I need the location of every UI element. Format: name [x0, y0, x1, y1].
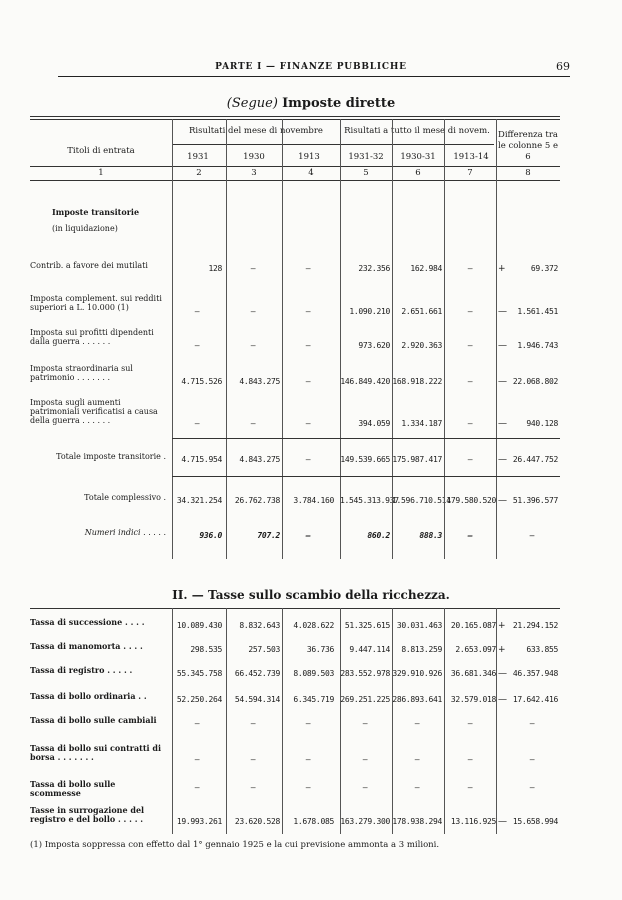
column-number: 3	[251, 168, 257, 178]
difference-value: 940.128	[526, 419, 558, 428]
value-cell: —	[414, 783, 420, 792]
difference-sign: —	[498, 669, 507, 679]
column-number: 2	[196, 168, 202, 178]
value-cell: 168.918.222	[392, 377, 442, 386]
table-rule	[172, 144, 494, 145]
value-cell: 146.849.420	[340, 377, 390, 386]
value-cell: —	[194, 341, 200, 350]
column-divider	[496, 119, 497, 559]
difference-value: 22.068.802	[512, 377, 558, 386]
table-row	[30, 493, 560, 505]
difference-sign: +	[498, 264, 506, 274]
column-number: 7	[467, 168, 473, 178]
value-cell: 2.651.661	[401, 307, 442, 316]
row-label: Tassa di successione . . . .	[30, 617, 145, 627]
subtotal-rule	[172, 438, 560, 439]
row-label: Totale imposte transitorie .	[56, 452, 166, 461]
table-row	[30, 666, 560, 678]
row-label: Tassa di bollo ordinaria . .	[30, 691, 147, 701]
value-cell: —	[305, 419, 311, 428]
value-cell: —	[250, 307, 256, 316]
table-row	[30, 779, 560, 798]
value-cell: 298.535	[190, 645, 222, 654]
table-rule	[30, 180, 560, 181]
value-cell: 54.594.314	[234, 695, 280, 704]
value-cell: 4.028.622	[293, 621, 334, 630]
row-label: Imposta straordinaria sul patrimonio . . . . . . .	[30, 364, 133, 382]
value-cell: 52.250.264	[176, 695, 222, 704]
value-cell: 9.447.114	[349, 645, 390, 654]
value-cell: 26.762.738	[234, 496, 280, 505]
value-cell: 55.345.758	[176, 669, 222, 678]
column-divider	[444, 608, 445, 834]
year-header: 1913	[298, 152, 320, 162]
table-row	[30, 261, 560, 273]
difference-value: 1.946.743	[517, 341, 558, 350]
row-label: Tassa di bollo sui contratti di borsa . . . . . . .	[30, 743, 162, 762]
col-header-entry: Titoli di entrata	[67, 146, 135, 156]
value-cell: —	[305, 264, 311, 273]
value-cell: —	[194, 719, 200, 728]
footnote: (1) Imposta soppressa con effetto dal 1° gennaio 1925 e la cui previsione ammonta a 3 milioni.	[30, 840, 440, 850]
year-header: 1930	[243, 152, 265, 162]
group-subheading-label: (in liquidazione)	[52, 224, 118, 233]
value-cell: —	[467, 264, 473, 273]
difference-value: 21.294.152	[512, 621, 558, 630]
value-cell: 175.987.417	[392, 455, 442, 464]
value-cell: 19.993.261	[176, 817, 222, 826]
row-label: Tassa di registro . . . . .	[30, 665, 133, 675]
value-cell: 51.325.615	[344, 621, 390, 630]
column-divider	[226, 608, 227, 834]
column-divider	[444, 119, 445, 559]
value-cell: 1.545.313.937	[340, 496, 399, 505]
value-cell: 860.2	[367, 531, 390, 540]
col-header-cumulative: Risultati a tutto il mese di novem.	[344, 126, 490, 136]
table-rule	[30, 116, 560, 117]
value-cell: 1.334.187	[401, 419, 442, 428]
row-label: Imposta complement. sui redditi superiori a L. 10.000 (1)	[30, 294, 162, 312]
value-cell: 2.920.363	[401, 341, 442, 350]
value-cell: —	[250, 755, 256, 764]
table-row	[30, 398, 560, 428]
value-cell: —	[194, 419, 200, 428]
table-row	[30, 716, 560, 728]
column-number: 8	[525, 168, 531, 178]
column-divider	[226, 119, 227, 559]
difference-sign: —	[498, 341, 507, 351]
value-cell: —	[305, 719, 311, 728]
value-cell: 8.813.259	[401, 645, 442, 654]
difference-value: 69.372	[530, 264, 558, 273]
table-row	[30, 364, 560, 386]
value-cell: —	[467, 783, 473, 792]
value-cell: —	[305, 755, 311, 764]
value-cell: 2.653.097	[455, 645, 496, 654]
value-cell: 1.090.210	[349, 307, 390, 316]
value-cell: 1.596.710.514	[392, 496, 451, 505]
col-header-difference: Differenza tra le colonne 5 e 6	[498, 130, 558, 162]
value-cell: 30.031.463	[396, 621, 442, 630]
value-cell: 888.3	[419, 531, 442, 540]
value-cell: 8.089.503	[293, 669, 334, 678]
column-number: 4	[308, 168, 314, 178]
row-label: Tasse in surrogazione del registro e del bollo . . . . .	[30, 805, 145, 824]
difference-value: 633.855	[526, 645, 558, 654]
value-cell: 36.736	[306, 645, 334, 654]
table-row	[30, 642, 560, 654]
difference-sign: —	[498, 307, 507, 317]
table-row	[30, 618, 560, 630]
value-cell: 232.356	[358, 264, 390, 273]
row-label: Tassa di bollo sulle cambiali	[30, 715, 157, 725]
value-cell: 936.0	[199, 531, 222, 540]
value-cell: —	[414, 755, 420, 764]
value-cell: —	[194, 755, 200, 764]
value-cell: 3.784.160	[293, 496, 334, 505]
value-cell: —	[305, 783, 311, 792]
column-number: 5	[363, 168, 369, 178]
col-header-monthly: Risultati del mese di novembre	[189, 126, 323, 136]
difference-value: —	[529, 755, 535, 764]
row-label: Imposta sui profitti dipendenti dalla guerra . . . . . .	[30, 328, 154, 346]
row-label: Tassa di manomorta . . . .	[30, 641, 143, 651]
value-cell: 179.580.520	[446, 496, 496, 505]
difference-sign: +	[498, 645, 506, 655]
value-cell: —	[305, 377, 311, 386]
value-cell: 178.938.294	[392, 817, 442, 826]
value-cell: —	[250, 419, 256, 428]
value-cell: 32.579.018	[450, 695, 496, 704]
value-cell: 149.539.665	[340, 455, 390, 464]
value-cell: 34.321.254	[176, 496, 222, 505]
value-cell: 394.059	[358, 419, 390, 428]
value-cell: 20.165.087	[450, 621, 496, 630]
value-cell: 128	[208, 264, 222, 273]
difference-sign: —	[498, 455, 507, 465]
difference-sign: —	[498, 817, 507, 827]
value-cell: 286.893.641	[392, 695, 442, 704]
value-cell: —	[194, 307, 200, 316]
value-cell: —	[194, 783, 200, 792]
value-cell: —	[305, 341, 311, 350]
page-title	[0, 96, 622, 111]
subtotal-rule	[172, 476, 560, 477]
value-cell: 4.715.954	[181, 455, 222, 464]
row-label: Contrib. a favore dei mutilati	[30, 261, 148, 270]
difference-value: 46.357.948	[512, 669, 558, 678]
column-divider	[340, 119, 341, 559]
value-cell: 36.681.346	[450, 669, 496, 678]
value-cell: 66.452.739	[234, 669, 280, 678]
section-heading: PARTE I — FINANZE PUBBLICHE	[215, 62, 407, 72]
value-cell: —	[467, 419, 473, 428]
difference-value: 1.561.451	[517, 307, 558, 316]
year-header: 1913-14	[453, 152, 489, 162]
value-cell: —	[467, 341, 473, 350]
value-cell: 163.279.300	[340, 817, 390, 826]
direct-taxes-table	[30, 116, 560, 561]
difference-value: 26.447.752	[512, 455, 558, 464]
value-cell: —	[362, 783, 368, 792]
value-cell: —	[362, 755, 368, 764]
table-rule	[30, 608, 560, 609]
table-row	[30, 328, 560, 350]
value-cell: 13.116.925	[450, 817, 496, 826]
value-cell: 707.2	[257, 531, 280, 540]
table-row	[30, 806, 560, 826]
value-cell: 23.620.528	[234, 817, 280, 826]
title-prefix: (Segue)	[226, 96, 278, 111]
year-header: 1930-31	[400, 152, 436, 162]
value-cell: 8.832.643	[239, 621, 280, 630]
table-row	[30, 692, 560, 704]
difference-sign: —	[498, 419, 507, 429]
value-cell: —	[467, 531, 473, 540]
value-cell: —	[467, 455, 473, 464]
value-cell: 283.552.978	[340, 669, 390, 678]
section-ii-numeral: II.	[172, 588, 188, 602]
value-cell: —	[467, 307, 473, 316]
table-row	[30, 294, 560, 316]
column-divider	[496, 608, 497, 834]
value-cell: —	[467, 719, 473, 728]
value-cell: 257.503	[248, 645, 280, 654]
table-row	[30, 452, 560, 464]
column-divider	[282, 119, 283, 559]
column-divider	[282, 608, 283, 834]
difference-value: 15.658.994	[512, 817, 558, 826]
section-ii-heading	[0, 588, 622, 602]
value-cell: 4.715.526	[181, 377, 222, 386]
difference-sign: —	[498, 695, 507, 705]
table-row	[30, 744, 560, 764]
row-label: Numeri indici . . . . .	[84, 528, 166, 537]
year-header: 1931-32	[348, 152, 384, 162]
column-number: 1	[98, 168, 104, 178]
difference-value: 51.396.577	[512, 496, 558, 505]
running-header	[0, 58, 622, 78]
difference-value: —	[529, 719, 535, 728]
value-cell: —	[305, 455, 311, 464]
year-header: 1931	[187, 152, 209, 162]
value-cell: 329.910.926	[392, 669, 442, 678]
section-ii-title: — Tasse sullo scambio della ricchezza.	[191, 588, 450, 602]
table-row	[30, 528, 560, 540]
column-divider	[392, 119, 393, 559]
header-rule	[58, 76, 570, 77]
value-cell: —	[467, 377, 473, 386]
value-cell: —	[250, 719, 256, 728]
exchange-taxes-table	[30, 608, 560, 834]
column-divider	[172, 119, 173, 559]
row-label: Tassa di bollo sulle scommesse	[30, 779, 116, 798]
value-cell: —	[305, 531, 311, 540]
difference-sign: —	[498, 377, 507, 387]
column-number: 6	[415, 168, 421, 178]
value-cell: 973.620	[358, 341, 390, 350]
difference-value: —	[529, 531, 535, 540]
row-label: Imposta sugli aumenti patrimoniali verificatisi a causa della guerra . . . . . .	[30, 398, 158, 425]
value-cell: 162.984	[410, 264, 442, 273]
value-cell: 10.089.430	[176, 621, 222, 630]
difference-value: 17.642.416	[512, 695, 558, 704]
difference-value: —	[529, 783, 535, 792]
value-cell: 4.843.275	[239, 377, 280, 386]
table-rule	[30, 166, 560, 167]
value-cell: 4.843.275	[239, 455, 280, 464]
value-cell: —	[305, 307, 311, 316]
difference-sign: —	[498, 496, 507, 506]
table-rule	[30, 119, 560, 120]
value-cell: —	[414, 719, 420, 728]
row-label: Totale complessivo .	[84, 493, 166, 502]
page-number: 69	[556, 60, 570, 73]
value-cell: 1.678.085	[293, 817, 334, 826]
value-cell: 6.345.719	[293, 695, 334, 704]
value-cell: —	[250, 783, 256, 792]
column-divider	[340, 608, 341, 834]
value-cell: —	[362, 719, 368, 728]
title-main: Imposte dirette	[282, 96, 396, 111]
column-divider	[172, 608, 173, 834]
value-cell: 269.251.225	[340, 695, 390, 704]
value-cell: —	[250, 264, 256, 273]
group-heading-label: Imposte transitorie	[52, 207, 140, 217]
difference-sign: +	[498, 621, 506, 631]
column-divider	[392, 608, 393, 834]
value-cell: —	[250, 341, 256, 350]
value-cell: —	[467, 755, 473, 764]
